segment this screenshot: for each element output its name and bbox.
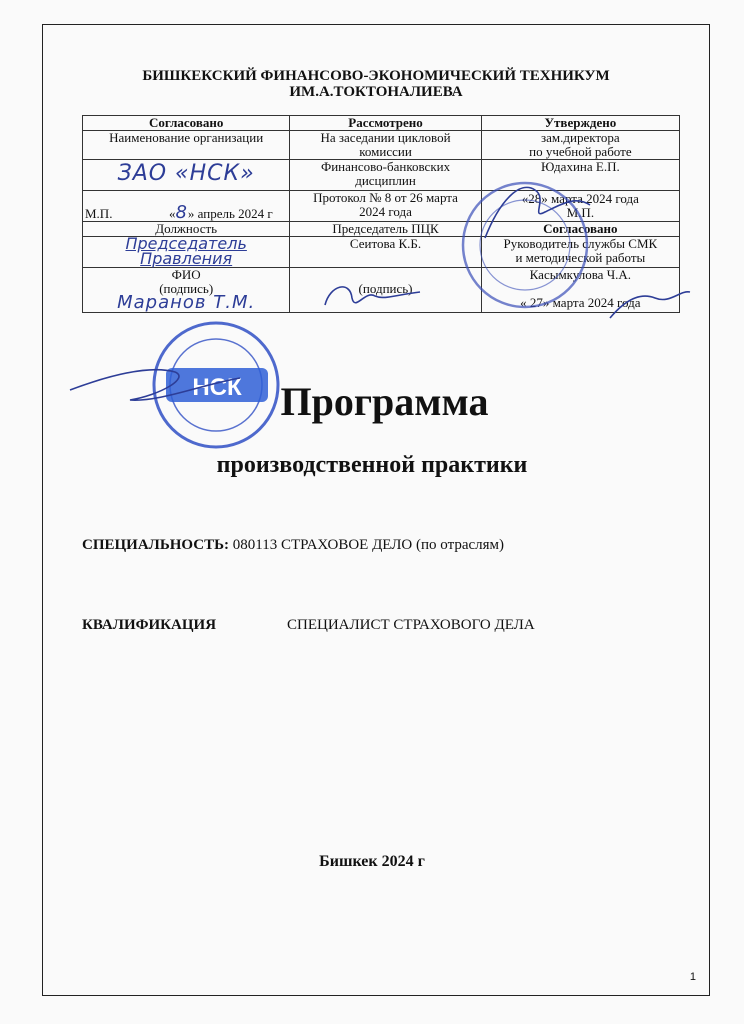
smk-name: Касымкулова Ч.А. — [529, 267, 632, 282]
header-reviewed: Рассмотрено — [290, 116, 481, 131]
chair-label: Председатель ПЦК — [290, 222, 481, 237]
review-line1: На заседании цикловой — [320, 130, 451, 145]
org-label: Наименование организации — [83, 131, 290, 160]
specialty-line — [82, 537, 504, 554]
specialty-value: 080113 СТРАХОВОЕ ДЕЛО (по отраслям) — [229, 537, 505, 553]
approver-title-line2: по учебной работе — [529, 144, 632, 159]
chair-name: Сеитова К.Б. — [290, 237, 481, 268]
review-line3: Финансово-банковских — [320, 159, 451, 174]
signature-label-2: (подпись) — [290, 268, 481, 313]
position-value-handwritten: Председатель Правления — [125, 234, 247, 268]
mp-label: М.П. — [85, 206, 113, 221]
city-year: Бишкек 2024 г — [319, 853, 425, 870]
review-line4: дисциплин — [355, 173, 416, 188]
smk-date: « 27» марта 2024 года — [520, 295, 641, 310]
position-label: Должность — [83, 222, 290, 237]
specialty-label: СПЕЦИАЛЬНОСТЬ: — [82, 537, 230, 553]
approver-name: Юдахина Е.П. — [481, 160, 679, 191]
page-number: 1 — [689, 971, 696, 983]
header-agreed: Согласовано — [83, 116, 290, 131]
agreed-label: Согласовано — [481, 222, 679, 237]
signature-label-1: (подпись) — [159, 281, 214, 296]
date-day-handwritten: 8 — [175, 202, 188, 223]
header-approved: Утверждено — [481, 116, 679, 131]
protocol-line1: Протокол № 8 от 26 марта — [313, 190, 458, 205]
sub-title: производственной практики — [216, 452, 528, 478]
main-title: Программа — [280, 379, 489, 424]
signature-director — [485, 187, 590, 238]
qualification-label: КВАЛИФИКАЦИЯ — [82, 617, 217, 633]
signature-chair — [325, 287, 420, 305]
org-title-line1: БИШКЕКСКИЙ ФИНАНСОВО-ЭКОНОМИЧЕСКИЙ ТЕХНИКУМ — [142, 68, 610, 84]
protocol-line2: 2024 года — [359, 204, 412, 219]
org-title-line2: ИМ.А.ТОКТОНАЛИЕВА — [289, 84, 463, 100]
qualification-value: СПЕЦИАЛИСТ СТРАХОВОГО ДЕЛА — [287, 617, 535, 633]
approver-title-line1: зам.директора — [541, 130, 620, 145]
approve-date: «28» марта 2024 года — [521, 191, 639, 206]
org-value-handwritten: ЗАО «НСК» — [117, 161, 255, 186]
approve-mp: М.П. — [566, 205, 595, 220]
fio-value-handwritten: Маранов Т.М. — [117, 292, 256, 313]
date-rest: » апрель 2024 г — [187, 206, 273, 221]
fio-label: ФИО — [171, 267, 201, 282]
smk-line1: Руководитель службы СМК — [503, 236, 658, 251]
smk-line2: и методической работы — [515, 250, 646, 265]
review-line2: комиссии — [359, 144, 412, 159]
date-open: « — [168, 206, 176, 221]
signature-smk — [610, 292, 690, 318]
qualification-line — [82, 617, 535, 634]
stamp-center-text: НСК — [192, 374, 242, 401]
